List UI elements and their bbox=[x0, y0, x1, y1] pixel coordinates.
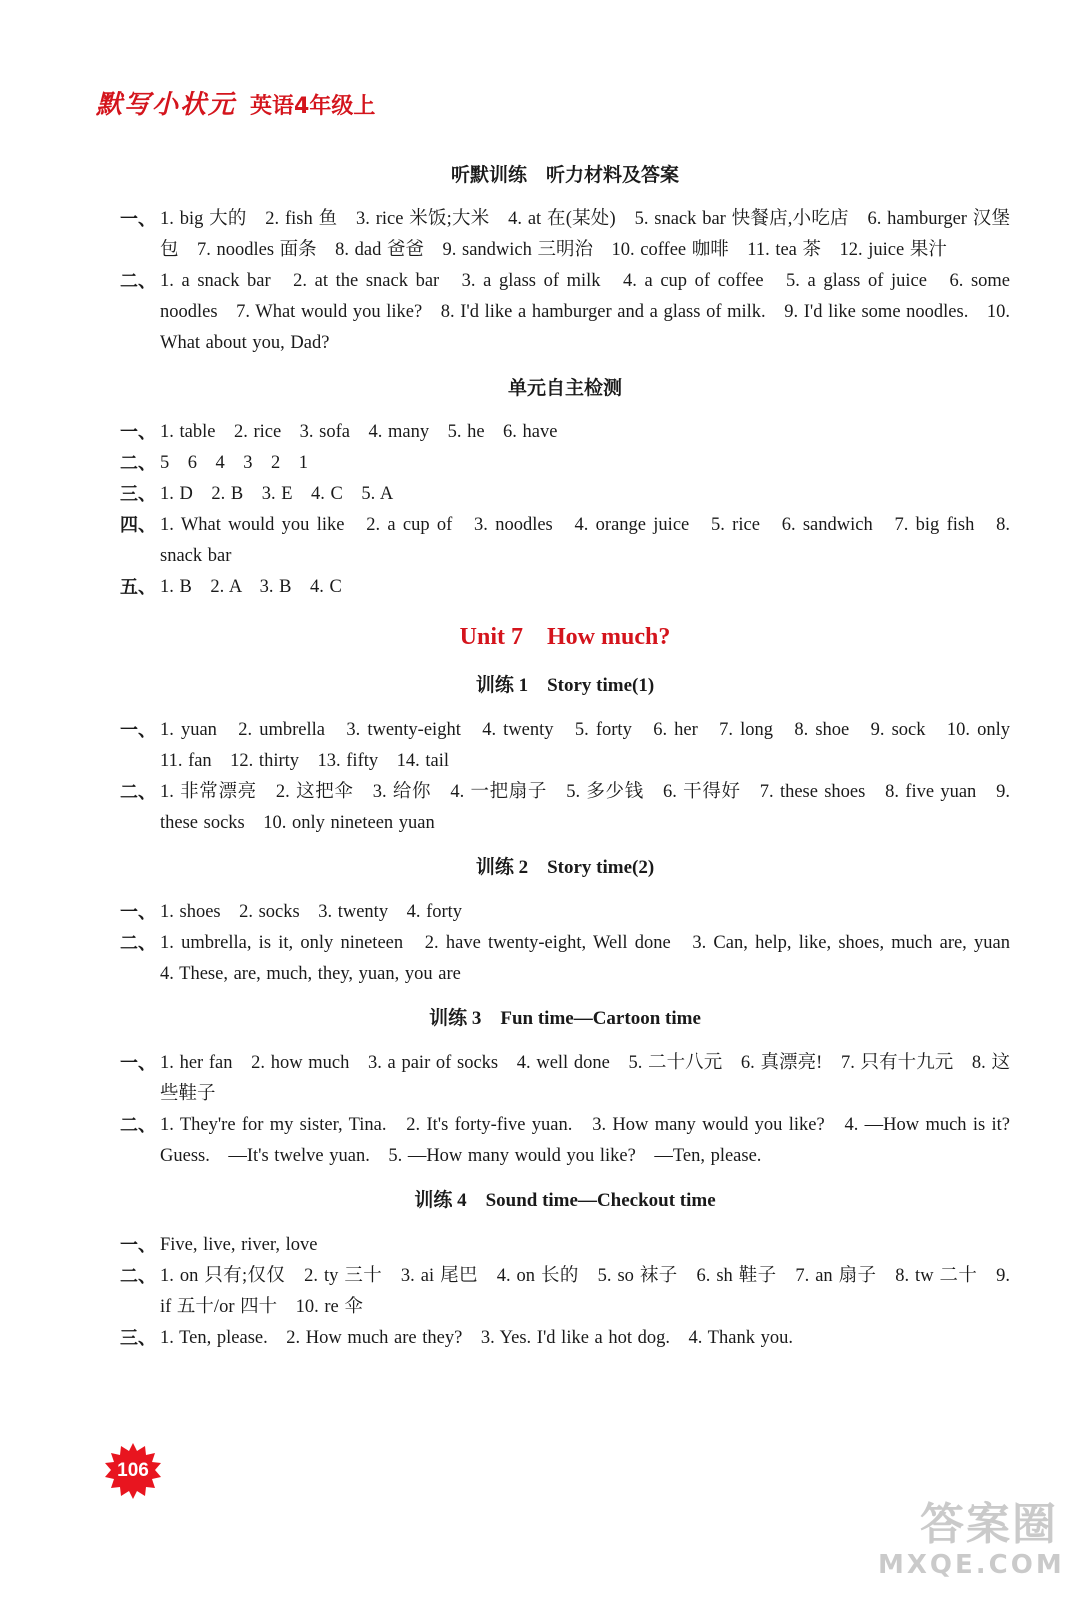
answer-row bbox=[120, 715, 1029, 777]
answer-row bbox=[120, 510, 1010, 572]
answer-row bbox=[120, 1261, 1010, 1323]
answer-row bbox=[120, 417, 1010, 448]
question-marker: 一、 bbox=[120, 422, 156, 443]
book-subtitle: 英语4年级上 bbox=[250, 94, 376, 119]
question-marker: 二、 bbox=[120, 782, 156, 803]
answer-row bbox=[120, 572, 1010, 603]
answer-text: Five, live, river, love bbox=[160, 1235, 318, 1255]
page-number-badge bbox=[104, 1442, 162, 1500]
answer-row bbox=[120, 1230, 1010, 1261]
answer-text: 1. yuan 2. umbrella 3. twenty-eight 4. twenty 5. forty 6. her 7. long 8. shoe 9. sock 10. only 11. fan 12. thirty 13. fifty 14. tail bbox=[160, 720, 1029, 771]
answer-text: 1. D 2. B 3. E 4. C 5. A bbox=[160, 484, 394, 504]
drill-title-2: 训练 2 Story time(2) bbox=[475, 857, 655, 878]
answer-text: 1. table 2. rice 3. sofa 4. many 5. he 6. have bbox=[160, 422, 558, 442]
answer-text: 1. What would you like 2. a cup of 3. noodles 4. orange juice 5. rice 6. sandwich 7. big fish 8. snack bar bbox=[160, 515, 1010, 566]
answer-row bbox=[120, 928, 1029, 990]
drill-title-1: 训练 1 Story time(1) bbox=[475, 675, 655, 696]
answer-text: 1. a snack bar 2. at the snack bar 3. a glass of milk 4. a cup of coffee 5. a glass of juice 6. some noodles 7. What would you like? 8. I'd like a hamburger and a glass of milk. 9. I'd like some noodles. 10. What about you, Dad? bbox=[160, 271, 1010, 353]
question-marker: 一、 bbox=[120, 902, 156, 923]
question-marker: 一、 bbox=[120, 1235, 156, 1256]
question-marker: 四、 bbox=[120, 515, 156, 536]
section-title-listening: 听默训练 听力材料及答案 bbox=[450, 164, 679, 186]
section-title-unit-test: 单元自主检测 bbox=[507, 377, 622, 399]
question-marker: 一、 bbox=[120, 209, 156, 230]
question-marker: 二、 bbox=[120, 453, 156, 474]
question-marker: 二、 bbox=[120, 271, 156, 292]
answer-row bbox=[120, 777, 1010, 839]
answer-text: 1. B 2. A 3. B 4. C bbox=[160, 577, 342, 597]
answer-text: 1. They're for my sister, Tina. 2. It's forty-five yuan. 3. How many would you like? 4. —How much is it? Guess. —It's twelve yuan. 5. —How many would you like? —Ten, please. bbox=[160, 1115, 1010, 1166]
question-marker: 三、 bbox=[120, 1328, 156, 1349]
watermark-url: MXQE.COM bbox=[878, 1550, 1065, 1580]
brand-logo: 默写小状元 bbox=[96, 90, 237, 120]
drill-title-3: 训练 3 Fun time—Cartoon time bbox=[429, 1008, 701, 1029]
answer-text: 1. Ten, please. 2. How much are they? 3. Yes. I'd like a hot dog. 4. Thank you. bbox=[160, 1328, 793, 1348]
answer-text: 1. shoes 2. socks 3. twenty 4. forty bbox=[160, 902, 463, 922]
question-marker: 三、 bbox=[120, 484, 156, 505]
answer-row bbox=[120, 204, 1010, 266]
drill-title-4: 训练 4 Sound time—Checkout time bbox=[414, 1190, 716, 1211]
answer-text: 1. on 只有;仅仅 2. ty 三十 3. ai 尾巴 4. on 长的 5. so 袜子 6. sh 鞋子 7. an 扇子 8. tw 二十 9. if 五十/or 四十 10. re 伞 bbox=[160, 1266, 1010, 1317]
question-marker: 一、 bbox=[120, 1053, 156, 1074]
answer-text: 1. 非常漂亮 2. 这把伞 3. 给你 4. 一把扇子 5. 多少钱 6. 干得好 7. these shoes 8. five yuan 9. these socks 10. only nineteen yuan bbox=[160, 782, 1010, 833]
answer-text: 1. umbrella, is it, only nineteen 2. have twenty-eight, Well done 3. Can, help, like, shoes, much are, yuan 4. These, are, much, they, yuan, you are bbox=[160, 933, 1029, 984]
answer-row bbox=[120, 479, 1010, 510]
watermark bbox=[878, 1499, 1065, 1590]
answer-row bbox=[120, 266, 1010, 359]
question-marker: 五、 bbox=[120, 577, 156, 598]
answer-row bbox=[120, 897, 1010, 928]
page-header bbox=[96, 84, 375, 121]
question-marker: 二、 bbox=[120, 1115, 156, 1136]
answer-row bbox=[120, 1048, 1010, 1110]
answer-row bbox=[120, 1323, 1010, 1354]
answer-text: 1. her fan 2. how much 3. a pair of socks 4. well done 5. 二十八元 6. 真漂亮! 7. 只有十九元 8. 这些鞋子 bbox=[160, 1053, 1010, 1104]
page-number: 106 bbox=[117, 1460, 149, 1481]
question-marker: 一、 bbox=[120, 720, 156, 741]
question-marker: 二、 bbox=[120, 1266, 156, 1287]
answer-row bbox=[120, 1110, 1010, 1172]
question-marker: 二、 bbox=[120, 933, 156, 954]
watermark-logo: 答案圈 bbox=[920, 1499, 1058, 1550]
unit-title: Unit 7 How much? bbox=[459, 624, 671, 650]
answer-text: 1. big 大的 2. fish 鱼 3. rice 米饭;大米 4. at 在(某处) 5. snack bar 快餐店,小吃店 6. hamburger 汉堡包 7. noodles 面条 8. dad 爸爸 9. sandwich 三明治 10. coffee 咖啡 11. tea 茶 12. juice 果汁 bbox=[160, 209, 1010, 260]
answer-content bbox=[120, 160, 1029, 1354]
answer-text: 5 6 4 3 2 1 bbox=[160, 453, 309, 473]
answer-row bbox=[120, 448, 1010, 479]
